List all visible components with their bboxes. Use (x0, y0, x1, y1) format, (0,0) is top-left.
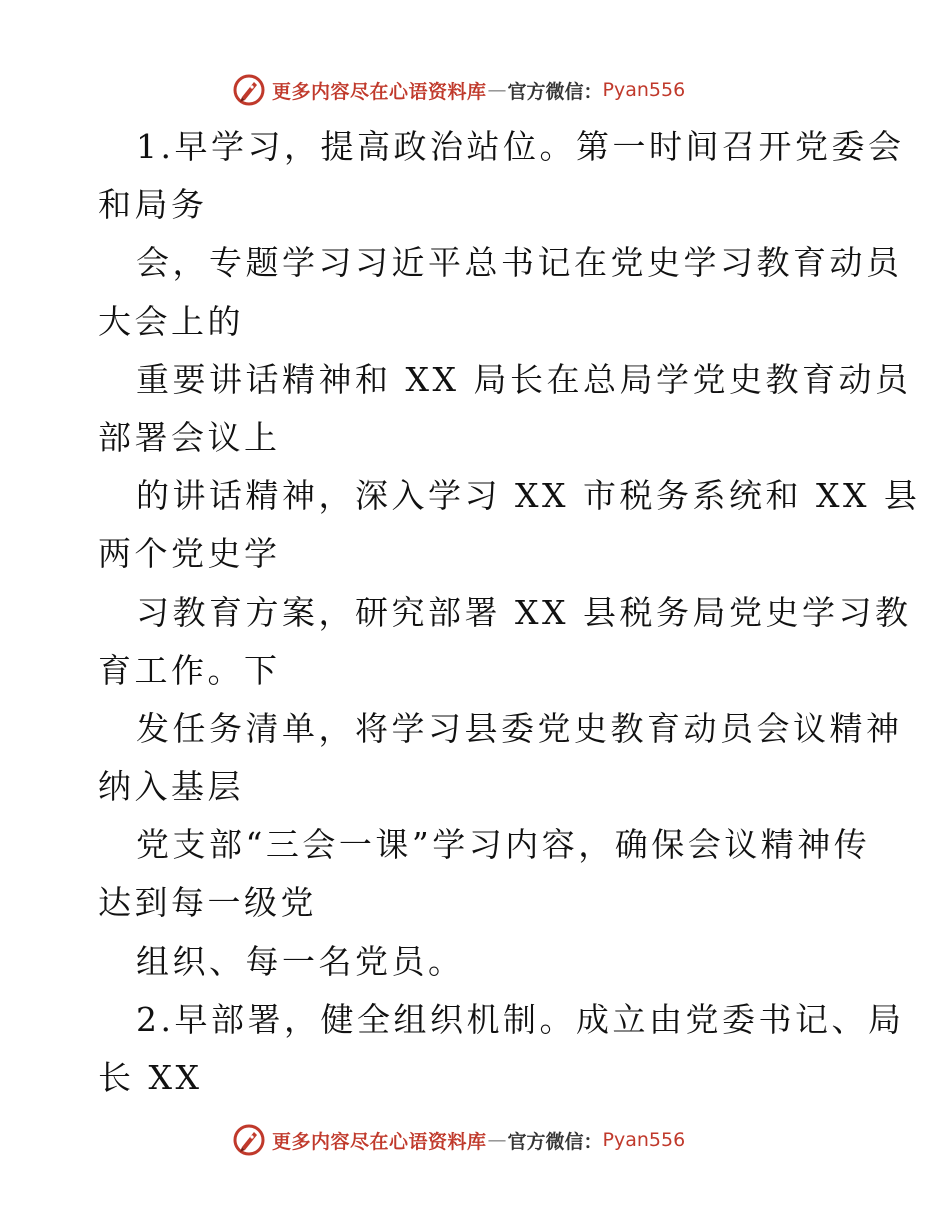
pen-nib-logo-icon (232, 1123, 266, 1157)
footer-brand-text: 更多内容尽在心语资料库 (272, 1130, 487, 1153)
footer-banner (232, 1120, 685, 1160)
footer-separator: — (487, 1129, 507, 1151)
text-line: 会，专题学习习近平总书记在党史学习教育动员 (136, 243, 903, 283)
text-line: 两个党史学 (98, 534, 281, 574)
header-separator: — (487, 79, 507, 101)
footer-wechat-id: Pyan556 (602, 1129, 686, 1151)
text-line: 发任务清单，将学习县委党史教育动员会议精神 (136, 708, 903, 748)
text-line: 育工作。下 (98, 650, 281, 690)
text-line: 组织、每一名党员。 (136, 941, 465, 981)
header-wechat-id: Pyan556 (602, 79, 686, 101)
text-line: 的讲话精神，深入学习 XX 市税务系统和 XX 县 (136, 476, 921, 516)
text-line: 达到每一级党 (98, 883, 317, 923)
header-brand-text: 更多内容尽在心语资料库 (272, 80, 487, 103)
text-line: 大会上的 (98, 301, 244, 341)
pen-nib-logo-icon (232, 73, 266, 107)
text-line: 部署会议上 (98, 417, 281, 457)
text-line: 习教育方案，研究部署 XX 县税务局党史学习教 (136, 592, 912, 632)
text-line: 和局务 (98, 185, 208, 225)
text-line: 重要讲话精神和 XX 局长在总局学党史教育动员 (136, 359, 912, 399)
text-line: 长 XX (98, 1058, 203, 1097)
text-line: 党支部“三会一课”学习内容，确保会议精神传 (136, 825, 871, 865)
text-line: 1.早学习，提高政治站位。第一时间召开党委会 (136, 127, 905, 166)
header-official-label: 官方微信： (507, 80, 603, 103)
text-line: 2.早部署，健全组织机制。成立由党委书记、局 (136, 999, 905, 1039)
footer-official-label: 官方微信： (507, 1130, 603, 1153)
header-banner (232, 70, 685, 110)
document-body (98, 118, 921, 1107)
text-line: 纳入基层 (98, 767, 244, 807)
